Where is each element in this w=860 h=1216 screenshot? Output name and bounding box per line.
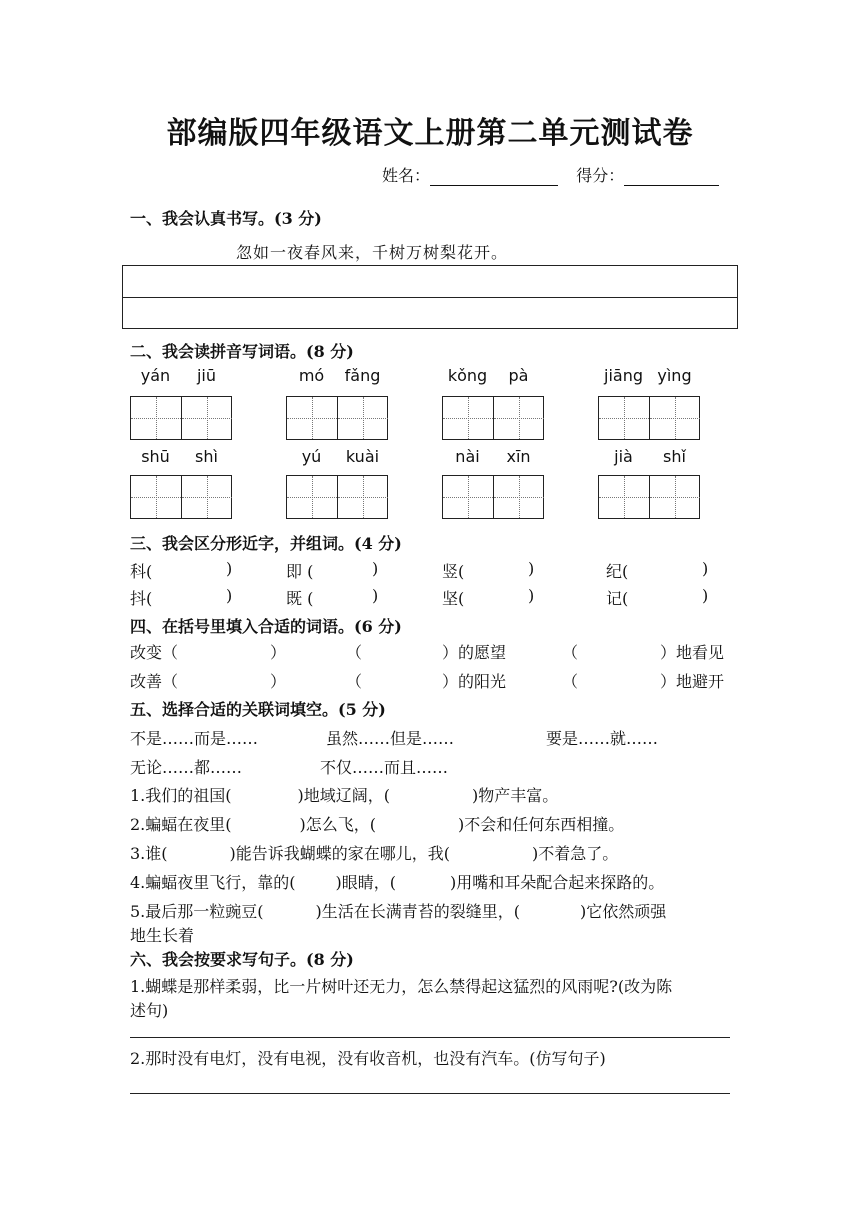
character-cell[interactable]: [494, 476, 544, 518]
conj-option: 要是……就……: [546, 729, 659, 748]
grid-guide-vertical: [207, 397, 208, 439]
pinyin-syllable: yú: [301, 447, 322, 466]
pinyin-syllable: shì: [195, 447, 218, 466]
section-3-heading: 三、我会区分形近字，并组词。(4 分): [130, 534, 402, 553]
fill-word-text: （: [346, 672, 363, 691]
character-cell[interactable]: [131, 476, 182, 518]
character-cell[interactable]: [338, 476, 388, 518]
section-4-heading: 四、在括号里填入合适的词语。(6 分): [130, 617, 402, 636]
character-cell[interactable]: [338, 397, 388, 439]
char-with-open-paren: 纪(: [606, 562, 629, 581]
question-text: )它依然顽强: [580, 902, 667, 921]
name-label: 姓名：: [382, 166, 431, 185]
conj-question-1: [130, 783, 558, 806]
character-cell[interactable]: [287, 397, 338, 439]
question-text: )不着急了。: [532, 844, 619, 863]
close-paren: ): [528, 559, 535, 578]
grid-guide-vertical: [468, 476, 469, 518]
character-cell[interactable]: [650, 397, 700, 439]
grid-guide-vertical: [675, 476, 676, 518]
grid-guide-vertical: [363, 476, 364, 518]
close-paren: ): [372, 586, 379, 605]
answer-line-2[interactable]: [130, 1093, 730, 1094]
question-text: 5.最后那一粒豌豆(: [130, 902, 264, 921]
grid-guide-vertical: [675, 397, 676, 439]
grid-guide-vertical: [624, 476, 625, 518]
character-cell[interactable]: [494, 397, 544, 439]
item-5-continuation: 地生长着: [130, 926, 195, 945]
grid-guide-vertical: [519, 397, 520, 439]
char-with-open-paren: 坚(: [442, 589, 465, 608]
writing-box[interactable]: [122, 265, 738, 329]
fill-word-text: ）地避开: [660, 672, 725, 691]
section-6-heading: 六、我会按要求写句子。(8 分): [130, 950, 354, 969]
conj-option: 不仅……而且……: [320, 758, 449, 777]
conj-question-5: [130, 899, 666, 922]
fill-word-text: 改变（: [130, 643, 179, 662]
fill-word-text: （: [346, 643, 363, 662]
pinyin-syllable: shū: [141, 447, 170, 466]
character-cell[interactable]: [182, 397, 232, 439]
fill-word-text: （: [562, 672, 579, 691]
grid-guide-vertical: [363, 397, 364, 439]
character-grid[interactable]: [598, 396, 700, 440]
section-2-heading: 二、我会读拼音写词语。(8 分): [130, 342, 354, 361]
character-cell[interactable]: [443, 476, 494, 518]
fill-word-text: ）的阳光: [442, 672, 507, 691]
conj-question-2: [130, 812, 624, 835]
question-text: )用嘴和耳朵配合起来探路的。: [450, 873, 665, 892]
char-with-open-paren: 科(: [130, 562, 153, 581]
fill-word-text: ）的愿望: [442, 643, 507, 662]
question-text: 3.谁(: [130, 844, 168, 863]
character-cell[interactable]: [182, 476, 232, 518]
character-grid[interactable]: [130, 396, 232, 440]
pinyin-syllable: yán: [140, 366, 171, 385]
fill-word-text: ）地看见: [660, 643, 725, 662]
pinyin-syllable: kǒng: [447, 366, 488, 385]
pinyin-syllable: kuài: [345, 447, 380, 466]
fill-word-text: ）: [270, 643, 287, 662]
pinyin-syllable: nài: [455, 447, 480, 466]
character-cell[interactable]: [443, 397, 494, 439]
question-text: )能告诉我蝴蝶的家在哪儿，我(: [229, 844, 451, 863]
conj-option: 不是……而是……: [130, 729, 259, 748]
close-paren: ): [226, 586, 233, 605]
question-text: 2.蝙蝠在夜里(: [130, 815, 232, 834]
character-cell[interactable]: [287, 476, 338, 518]
section-5-heading: 五、选择合适的关联词填空。(5 分): [130, 700, 386, 719]
char-with-open-paren: 即 (: [286, 562, 314, 581]
grid-guide-vertical: [156, 397, 157, 439]
character-grid[interactable]: [286, 475, 388, 519]
conj-question-4: [130, 870, 664, 893]
question-text: )生活在长满青苔的裂缝里，(: [315, 902, 521, 921]
close-paren: ): [226, 559, 233, 578]
question-1-line-1: 1.蝴蝶是那样柔弱，比一片树叶还无力，怎么禁得起这猛烈的风雨呢?(改为陈: [130, 977, 673, 996]
character-grid[interactable]: [442, 396, 544, 440]
grid-guide-vertical: [468, 397, 469, 439]
fill-word-text: （: [562, 643, 579, 662]
question-text: )怎么飞，(: [299, 815, 377, 834]
grid-guide-vertical: [624, 397, 625, 439]
character-grid[interactable]: [130, 475, 232, 519]
conj-question-3: [130, 841, 618, 864]
question-text: )物产丰富。: [472, 786, 559, 805]
grid-guide-vertical: [207, 476, 208, 518]
score-label: 得分：: [576, 166, 625, 185]
page-title: 部编版四年级语文上册第二单元测试卷: [166, 116, 694, 151]
grid-guide-vertical: [519, 476, 520, 518]
pinyin-syllable: mó: [298, 366, 325, 385]
pinyin-syllable: fǎng: [344, 366, 381, 385]
pinyin-syllable: jiū: [196, 366, 217, 385]
answer-line-1[interactable]: [130, 1037, 730, 1038]
grid-guide-vertical: [312, 476, 313, 518]
question-text: )眼睛，(: [335, 873, 397, 892]
question-text: )地域辽阔，(: [297, 786, 391, 805]
grid-guide-vertical: [312, 397, 313, 439]
pinyin-syllable: jià: [614, 447, 633, 466]
char-with-open-paren: 竖(: [442, 562, 465, 581]
student-info: [382, 163, 719, 186]
character-cell[interactable]: [131, 397, 182, 439]
section-1-heading: 一、我会认真书写。(3 分): [130, 209, 322, 228]
name-blank[interactable]: [430, 167, 558, 186]
char-with-open-paren: 既 (: [286, 589, 314, 608]
close-paren: ): [702, 559, 709, 578]
poem-line: 忽如一夜春风来，千树万树梨花开。: [236, 243, 509, 262]
pinyin-syllable: yìng: [657, 366, 692, 385]
pinyin-syllable: xīn: [506, 447, 531, 466]
character-grid[interactable]: [442, 475, 544, 519]
fill-word-text: 改善（: [130, 672, 179, 691]
close-paren: ): [372, 559, 379, 578]
character-cell[interactable]: [599, 476, 650, 518]
close-paren: ): [528, 586, 535, 605]
grid-guide-vertical: [156, 476, 157, 518]
pinyin-syllable: jiāng: [604, 366, 643, 385]
question-text: 1.我们的祖国(: [130, 786, 232, 805]
question-text: 4.蝙蝠夜里飞行，靠的(: [130, 873, 296, 892]
writing-box-divider: [123, 297, 737, 298]
close-paren: ): [702, 586, 709, 605]
question-text: )不会和任何东西相撞。: [458, 815, 625, 834]
character-cell[interactable]: [650, 476, 700, 518]
character-cell[interactable]: [599, 397, 650, 439]
score-blank[interactable]: [624, 167, 719, 186]
pinyin-syllable: pà: [508, 366, 529, 385]
character-grid[interactable]: [598, 475, 700, 519]
question-1-line-2: 述句): [130, 1001, 169, 1020]
char-with-open-paren: 抖(: [130, 589, 153, 608]
question-2: 2.那时没有电灯，没有电视，没有收音机，也没有汽车。(仿写句子): [130, 1049, 606, 1068]
character-grid[interactable]: [286, 396, 388, 440]
conj-option: 虽然……但是……: [326, 729, 455, 748]
conj-option: 无论……都……: [130, 758, 243, 777]
char-with-open-paren: 记(: [606, 589, 629, 608]
fill-word-text: ）: [270, 672, 287, 691]
pinyin-syllable: shǐ: [663, 447, 686, 466]
